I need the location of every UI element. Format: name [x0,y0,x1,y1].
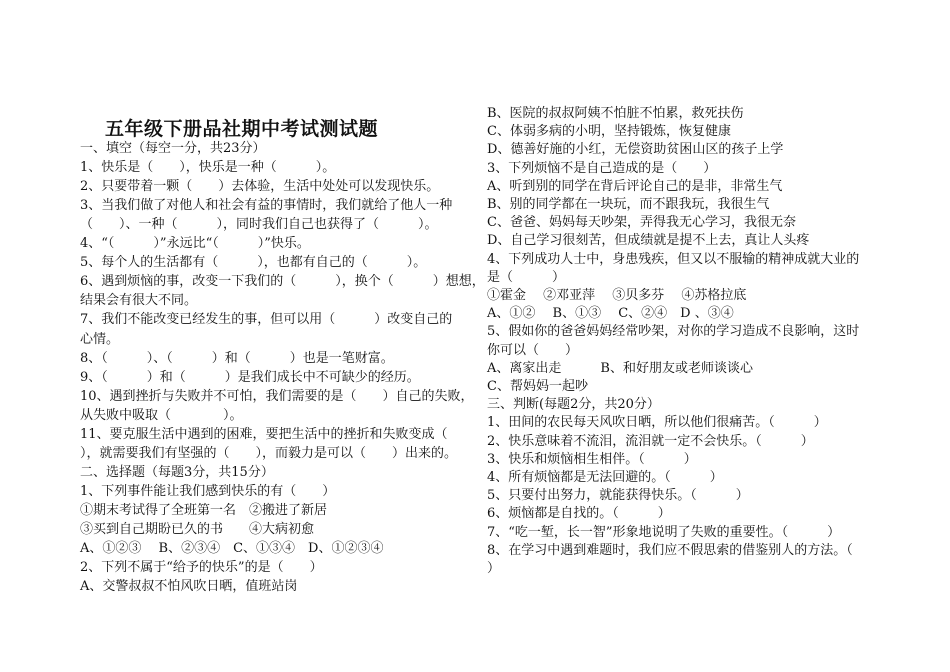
text-line: 7、我们不能改变已经发生的事，但可以用（ ）改变自己的 [80,312,453,328]
text-line: 3、当我们做了对他人和社会有益的事情时，我们就给了他人一种 [80,198,453,214]
text-line: 5、每个人的生活都有（ ），也都有自己的（ ）。 [80,255,427,271]
text-line: ③买到自己期盼已久的书 ④大病初愈 [80,522,315,537]
text-line: 5、假如你的爸爸妈妈经常吵架，对你的学习造成不良影响，这时 [487,324,860,340]
text-line: 3、快乐和烦恼相生相伴。（ ） [487,451,697,467]
text-line: 二、选择题（每题3分，共15分） [80,464,274,480]
text-line: 4、所有烦恼都是无法回避的。（ ） [487,470,723,485]
text-line: 你可以（ ） [487,342,579,358]
text-line: 1、下列事件能让我们感到快乐的有（ ） [80,483,336,499]
text-line: A、听到别的同学在背后评论自己的是非，非常生气 [487,178,783,194]
text-line: C、爸爸、妈妈每天吵架，弄得我无心学习，我很无奈 [487,215,796,231]
text-line: 从失败中吸取（ ）。 [80,407,243,423]
text-line: A、离家出走 B、和好朋友或老师谈谈心 [487,360,753,376]
text-line: ），就需要我们有坚强的（ ），而毅力是可以（ ）出来的。 [80,445,458,461]
page-title: 五年级下册品社期中考试测试题 [105,118,379,140]
text-line: 4、“（ ）”永远比“（ ）”快乐。 [80,236,310,252]
text-line: A、①②③ B、②③④ C、①③④ D、①②③④ [80,541,384,557]
text-line: 6、遇到烦恼的事，改变一下我们的（ ），换个（ ）想想， [80,274,485,290]
text-line: 11、要克服生活中遇到的困难，要把生活中的挫折和失败变成（ [80,426,448,442]
text-line: 3、下列烦恼不是自己造成的是（ ） [487,160,717,176]
text-line: ） [487,561,501,576]
text-line: 2、只要带着一颗（ ）去体验，生活中处处可以发现快乐。 [80,179,440,195]
text-line: 2、快乐意味着不流泪，流泪就一定不会快乐。（ ） [487,433,814,449]
text-line: B、医院的叔叔阿姨不怕脏不怕累，救死扶伤 [487,106,744,121]
text-line: 是（ ） [487,269,566,285]
text-line: 9、（ ）和（ ）是我们成长中不可缺少的经历。 [80,369,420,385]
text-line: ①期末考试得了全班第一名 ②搬进了新居 [80,502,328,518]
text-line: 一、填空（每空一分，共23分） [80,141,266,156]
text-line: 2、下列不属于“给予的快乐”的是（ ） [80,560,323,576]
text-line: 三、判断(每题2分，共20分） [487,397,660,413]
text-line: D、德善好施的小红，无偿资助贫困山区的孩子上学 [487,142,784,158]
text-line: 6、烦恼都是自找的。（ ） [487,506,671,522]
text-line: A、交警叔叔不怕风吹日晒，值班站岗 [80,579,298,595]
text-line: 心情。 [80,331,120,347]
text-line: B、别的同学都在一块玩，而不跟我玩，我很生气 [487,197,770,212]
text-line: A、①② B、①③ C、②④ D 、③④ [487,306,734,322]
text-line: 8、在学习中遇到难题时，我们应不假思索的借鉴别人的方法。（ [487,542,853,558]
text-line: 5、只要付出努力，就能获得快乐。（ ） [487,488,749,504]
text-line: 7、“吃一堑，长一智”形象地说明了失败的重要性。（ ） [487,524,841,540]
text-line: 1、田间的农民每天风吹日晒，所以他们很痛苦。（ ） [487,415,827,431]
text-line: C、体弱多病的小明，坚持锻炼，恢复健康 [487,124,731,140]
text-line: ①霍金 ②邓亚萍 ③贝多芬 ④苏格拉底 [487,288,747,303]
text-line: 1、快乐是（ ），快乐是一种（ ）。 [80,160,336,176]
text-line: 结果会有很大不同。 [80,293,198,309]
text-line: 10、遇到挫折与失败并不可怕，我们需要的是（ ）自己的失败， [80,388,474,404]
text-line: 4、下列成功人士中，身患残疾，但又以不服输的精神成就大业的 [487,251,860,267]
text-line: D、自己学习很刻苦，但成绩就是提不上去，真让人头疼 [487,233,810,249]
text-line: C、帮妈妈一起吵 [487,379,588,394]
text-line: 8、（ ）、（ ）和（ ）也是一笔财富。 [80,350,394,366]
text-line: （ ）、一种（ ），同时我们自己也获得了（ ）。 [80,217,438,233]
